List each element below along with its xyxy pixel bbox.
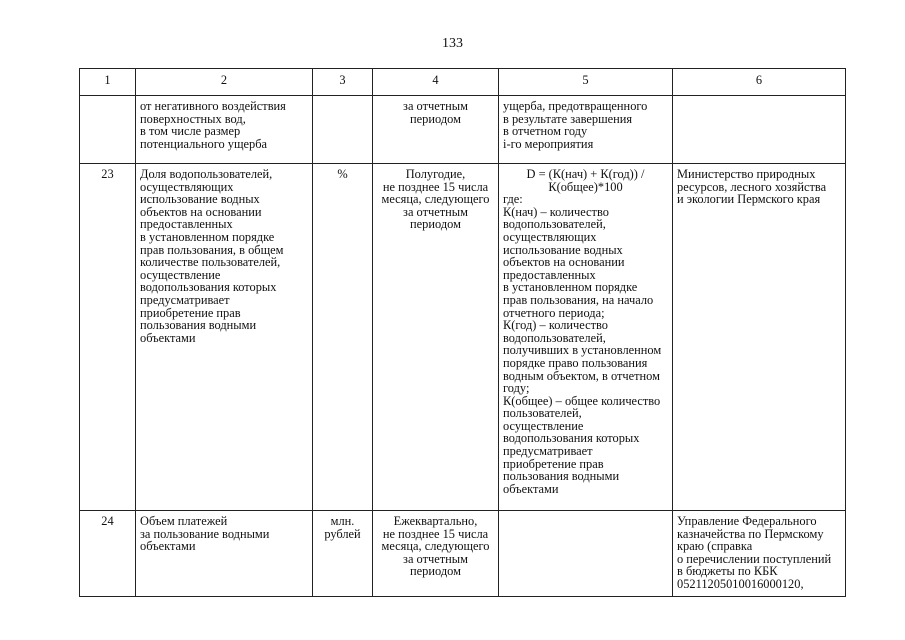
table-row — [80, 511, 846, 597]
page-number: 133 — [442, 36, 463, 51]
table-row — [80, 164, 846, 511]
row-number — [80, 96, 136, 164]
column-header: 4 — [373, 69, 499, 96]
column-header: 6 — [673, 69, 846, 96]
unit: % — [313, 164, 373, 511]
reporting-period: за отчетным периодом — [373, 96, 499, 164]
row-number: 23 — [80, 164, 136, 511]
indicator-name: от негативного воздействия поверхностных вод, в том числе размер потенциального ущерба — [136, 96, 313, 164]
data-source: Министерство природных ресурсов, лесного хозяйства и экологии Пермского края — [673, 164, 846, 511]
calculation-method: ущерба, предотвращенного в результате завершения в отчетном году i-го мероприятия — [499, 96, 673, 164]
row-number: 24 — [80, 511, 136, 597]
column-header: 3 — [313, 69, 373, 96]
data-source: Управление Федерального казначейства по Пермскому краю (справка о перечислении поступлений в бюджеты по КБК 05211205010016000120, — [673, 511, 846, 597]
table-row — [80, 96, 846, 164]
table-header-row — [80, 69, 846, 96]
indicators-table — [79, 68, 846, 597]
unit: млн. рублей — [313, 511, 373, 597]
reporting-period: Полугодие, не позднее 15 числа месяца, следующего за отчетным периодом — [373, 164, 499, 511]
column-header: 1 — [80, 69, 136, 96]
indicator-name: Доля водопользователей, осуществляющих использование водных объектов на основании предоставленных в установленном порядке прав пользования, в общем количестве пользователей, осуществление водопользования которых предусматривает приобретение прав пользования водными объектами — [136, 164, 313, 511]
calculation-method: где: К(нач) – количество водопользователей, осуществляющих использование водных объектов на основании предоставленных в установленном порядке прав пользования, на начало отчетного периода; К(год) – количество водопользователей, получивших в установленном порядке право пользования водным объектом, в отчетном году; К(общее) – общее количество пользователей, осуществление водопользования которых предусматривает приобретение прав пользования водными объектами — [503, 192, 662, 496]
formula: D = (К(нач) + К(год)) / К(общее)*100 — [526, 167, 645, 194]
unit — [313, 96, 373, 164]
calculation-method-cell — [499, 164, 673, 511]
calculation-method — [499, 511, 673, 597]
column-header: 2 — [136, 69, 313, 96]
data-source — [673, 96, 846, 164]
indicator-name: Объем платежей за пользование водными объектами — [136, 511, 313, 597]
column-header: 5 — [499, 69, 673, 96]
reporting-period: Ежеквартально, не позднее 15 числа месяца, следующего за отчетным периодом — [373, 511, 499, 597]
